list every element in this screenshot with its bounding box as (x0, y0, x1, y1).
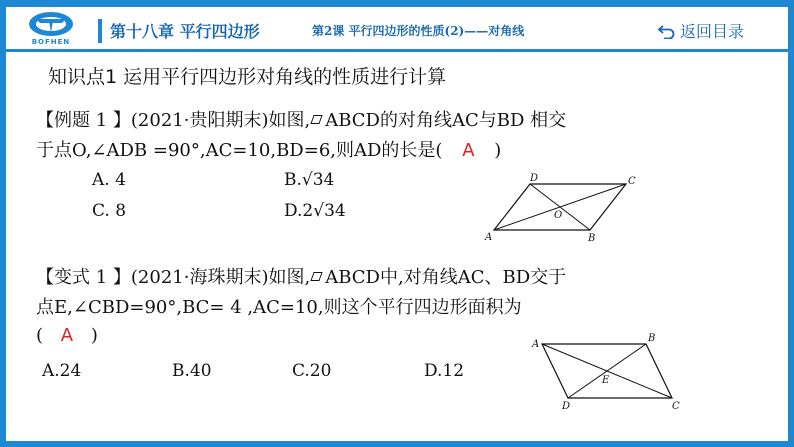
variant-paren-close: ) (90, 325, 98, 346)
back-to-contents-button[interactable] (658, 19, 744, 42)
example-answer: A (462, 140, 475, 161)
vertex-label-e: E (602, 375, 610, 386)
diagonal-bd (568, 344, 646, 398)
variant-option-a: A.24 (42, 361, 82, 381)
example-line-1 (36, 106, 566, 132)
variant-line-3 (36, 325, 98, 346)
variant-line-2: 点E,∠CBD=90°,BC= 4 ,AC=10,则这个平行四边形面积为 (36, 297, 522, 318)
vertex-label-c: C (672, 401, 680, 412)
example-option-b: B.√34 (284, 170, 335, 190)
example-line-2 (36, 136, 501, 162)
variant-line-1 (36, 263, 566, 289)
example-parallelogram-figure (482, 174, 642, 244)
parallelogram-symbol-icon (311, 272, 323, 281)
frame-top-bar (0, 0, 794, 7)
frame-bottom-bar (0, 441, 794, 447)
return-arrow-icon (658, 23, 676, 39)
chapter-title: 第十八章 平行四边形 (110, 22, 260, 41)
example-option-d: D.2√34 (284, 201, 346, 221)
variant-option-d: D.12 (424, 361, 465, 381)
variant-text-1: ABCD中,对角线AC、BD交于 (325, 267, 567, 288)
example-text-1: ABCD的对角线AC与BD 相交 (325, 110, 567, 131)
variant-option-c: C.20 (292, 361, 332, 381)
vertex-label-d: D (530, 173, 539, 184)
lesson-title: 第2课 平行四边形的性质(2)——对角线 (312, 24, 525, 38)
variant-answer: A (60, 325, 74, 346)
vertex-label-b: B (648, 333, 656, 344)
section-title: 知识点1 运用平行四边形对角线的性质进行计算 (48, 66, 447, 88)
example-source: 【例题 1 】(2021·贵阳期末)如图, (36, 110, 311, 131)
example-option-a: A. 4 (92, 170, 126, 190)
variant-option-b: B.40 (172, 361, 212, 381)
logo-wordmark: BOFHEN (31, 38, 71, 46)
vertex-label-b: B (588, 233, 596, 244)
vertex-label-a: A (485, 232, 493, 243)
example-option-c: C. 8 (92, 201, 127, 221)
back-label: 返回目录 (680, 22, 745, 41)
frame-right-bar (788, 0, 794, 447)
example-paren-close: ) (494, 140, 502, 161)
publisher-logo (16, 9, 86, 47)
logo-icon (16, 9, 86, 39)
vertex-label-c: C (628, 176, 636, 187)
variant-paren-open: ( (36, 325, 44, 346)
variant-source: 【变式 1 】(2021·海珠期末)如图, (36, 267, 311, 288)
header-underline (6, 49, 788, 52)
header-separator (98, 19, 102, 43)
variant-parallelogram-figure (530, 332, 690, 414)
vertex-label-o: O (554, 210, 563, 221)
frame-left-bar (0, 0, 6, 447)
diagonal-bd (530, 184, 590, 230)
example-text-2: 于点O,∠ADB =90°,AC=10,BD=6,则AD的长是( (36, 140, 443, 161)
slide-header (6, 7, 788, 49)
vertex-label-d: D (562, 401, 571, 412)
vertex-label-a: A (532, 339, 540, 350)
parallelogram-symbol-icon (311, 115, 323, 124)
